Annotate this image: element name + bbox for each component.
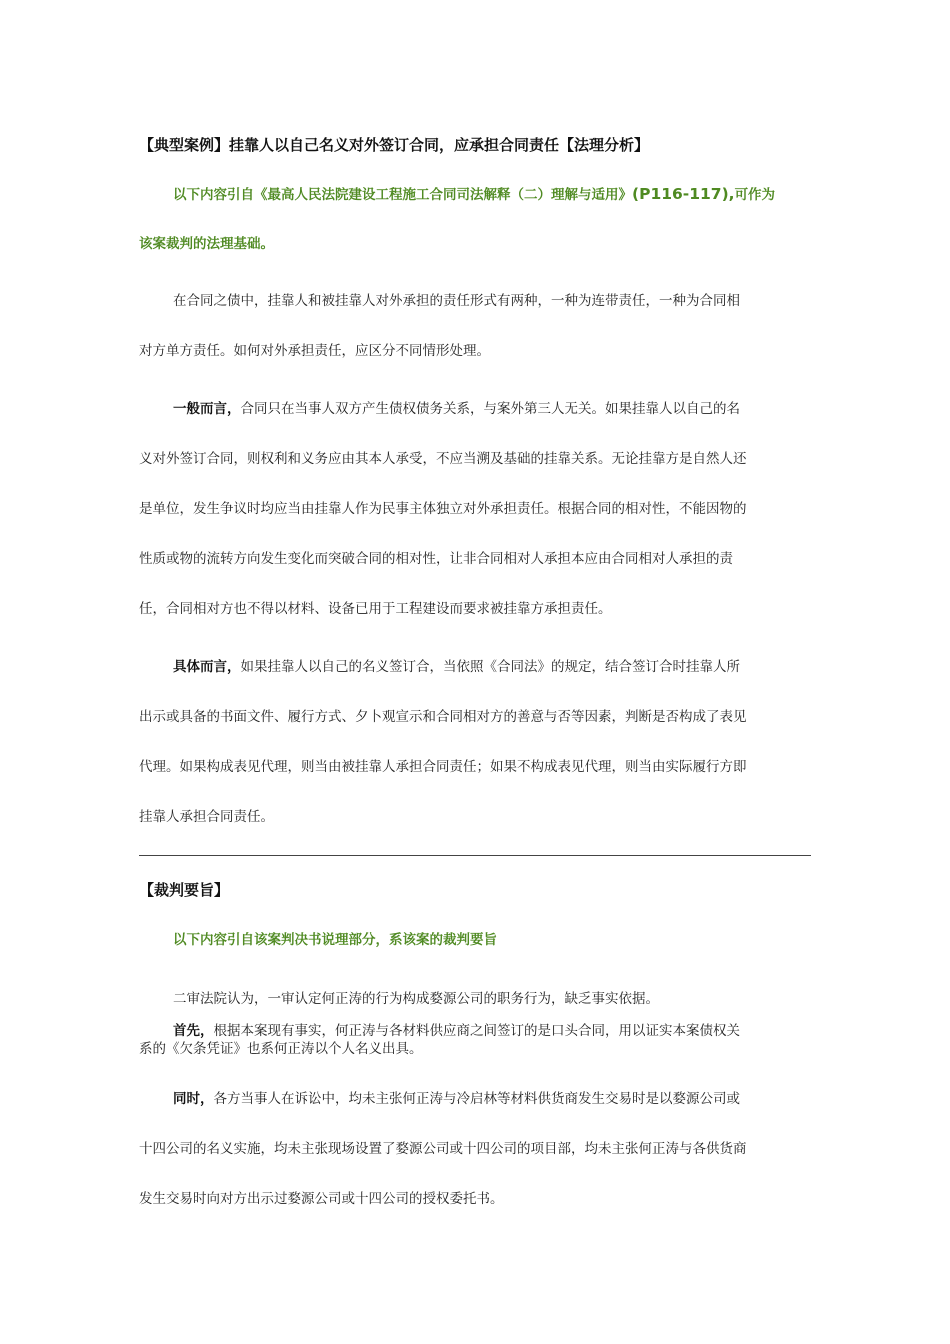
paragraph-meanwhile bbox=[139, 1089, 811, 1239]
source-note bbox=[139, 184, 811, 284]
paragraph-line: 义对外签订合同，则权利和义务应由其本人承受，不应当溯及基础的挂靠关系。无论挂靠方是自然人还 bbox=[139, 451, 747, 467]
source-note-line-1 bbox=[139, 184, 811, 234]
paragraph-line: 在合同之债中，挂靠人和被挂靠人对外承担的责任形式有两种，一种为连带责任，一种为合同相 bbox=[173, 293, 740, 309]
ruling-heading: 【裁判要旨】 bbox=[139, 881, 230, 899]
paragraph-line: 十四公司的名义实施，均未主张现场设置了婺源公司或十四公司的项目部，均未主张何正涛与各供货商 bbox=[139, 1141, 747, 1157]
paragraph-text: 各方当事人在诉讼中，均未主张何正涛与冷启林等材料供货商发生交易时是以婺源公司或 bbox=[213, 1091, 740, 1107]
paragraph-line bbox=[139, 399, 811, 449]
source-note-pages: (P116-117), bbox=[632, 185, 735, 203]
paragraph-specific bbox=[139, 657, 811, 857]
paragraph-general bbox=[139, 399, 811, 649]
document-page bbox=[139, 0, 811, 1344]
ruling-source-note bbox=[139, 930, 811, 980]
paragraph-lead: 具体而言， bbox=[173, 659, 241, 675]
paragraph-line: 代理。如果构成表见代理，则当由被挂靠人承担合同责任；如果不构成表见代理，则当由实际履行方即 bbox=[139, 759, 747, 775]
paragraph-line bbox=[139, 1022, 811, 1040]
section-divider bbox=[139, 855, 811, 856]
paragraph-line: 挂靠人承担合同责任。 bbox=[139, 809, 274, 825]
source-note-prefix: 以下内容引自《最高人民法院建设工程施工合同司法解释（二）理解与适用》 bbox=[173, 187, 632, 203]
paragraph-line: 发生交易时向对方出示过婺源公司或十四公司的授权委托书。 bbox=[139, 1191, 504, 1207]
paragraph-line: 二审法院认为，一审认定何正涛的行为构成婺源公司的职务行为，缺乏事实依据。 bbox=[173, 991, 659, 1007]
paragraph-line: 任，合同相对方也不得以材料、设备已用于工程建设而要求被挂靠方承担责任。 bbox=[139, 601, 612, 617]
paragraph-line: 对方单方责任。如何对外承担责任，应区分不同情形处理。 bbox=[139, 343, 490, 359]
paragraph-lead: 同时， bbox=[173, 1091, 214, 1107]
paragraph-lead: 首先， bbox=[173, 1023, 214, 1039]
paragraph-lead: 一般而言， bbox=[173, 401, 241, 417]
paragraph-text: 合同只在当事人双方产生债权债务关系，与案外第三人无关。如果挂靠人以自己的名 bbox=[240, 401, 740, 417]
paragraph-liability-forms bbox=[139, 291, 811, 391]
paragraph-line bbox=[139, 657, 811, 707]
paragraph-line: 性质或物的流转方向发生变化而突破合同的相对性，让非合同相对人承担本应由合同相对人承担的责 bbox=[139, 551, 733, 567]
paragraph-text: 如果挂靠人以自己的名义签订合，当依照《合同法》的规定，结合签订合时挂靠人所 bbox=[240, 659, 740, 675]
paragraph-firstly bbox=[139, 1022, 811, 1058]
case-heading: 【典型案例】挂靠人以自己名义对外签订合同，应承担合同责任【法理分析】 bbox=[139, 136, 650, 154]
ruling-source-note-line: 以下内容引自该案判决书说理部分，系该案的裁判要旨 bbox=[173, 932, 497, 948]
paragraph-line bbox=[139, 1089, 811, 1139]
paragraph-line: 是单位，发生争议时均应当由挂靠人作为民事主体独立对外承担责任。根据合同的相对性，不能因物的 bbox=[139, 501, 747, 517]
source-note-line-2: 该案裁判的法理基础。 bbox=[139, 236, 274, 252]
source-note-suffix: 可作为 bbox=[734, 187, 776, 203]
paragraph-line: 出示或具备的书面文件、履行方式、夕卜观宣示和合同相对方的善意与否等因素，判断是否构成了表见 bbox=[139, 709, 747, 725]
paragraph-text: 根据本案现有事实，何正涛与各材料供应商之间签订的是口头合同，用以证实本案债权关 bbox=[213, 1023, 740, 1039]
paragraph-line: 系的《欠条凭证》也系何正涛以个人名义出具。 bbox=[139, 1041, 423, 1057]
